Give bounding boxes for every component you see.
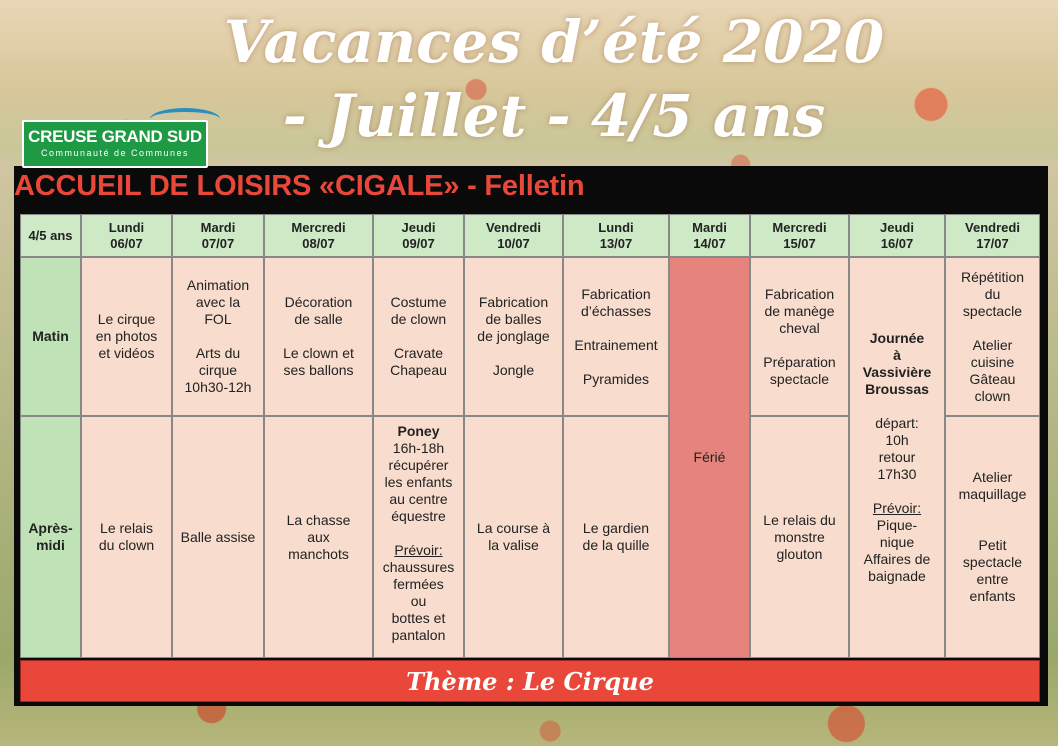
activity-cell-apres-midi xyxy=(373,416,464,658)
activity-cell-apres-midi xyxy=(264,416,373,658)
logo-subtitle: Communauté de Communes xyxy=(40,148,190,158)
day-header xyxy=(81,214,172,257)
theme-banner: Thème : Le Cirque xyxy=(20,660,1040,702)
holiday-label: Férié xyxy=(693,449,726,465)
day-header-label: Mercredi 08/07 xyxy=(291,219,346,251)
activity-cell-matin xyxy=(563,257,669,416)
activity-text: Décoration de salle Le clown et ses ballons xyxy=(283,294,354,378)
activity-text: Costume de clown Cravate Chapeau xyxy=(390,294,447,378)
activity-cell-matin xyxy=(945,257,1040,416)
activity-cell-apres-midi xyxy=(563,416,669,658)
row-label-matin xyxy=(20,257,81,416)
row-label-apres-midi xyxy=(20,416,81,658)
activity-text: Fabrication de balles de jonglage Jongle xyxy=(477,294,550,378)
row-label-text: Matin xyxy=(32,328,69,344)
day-header-label: Mercredi 15/07 xyxy=(772,219,827,251)
day-header-label: Vendredi 10/07 xyxy=(486,219,541,251)
center-headline: ACCUEIL DE LOISIRS «CIGALE» - Felletin xyxy=(14,170,585,202)
activity-text: Animation avec la FOL Arts du cirque 10h30-12h xyxy=(184,277,252,395)
activity-cell-apres-midi xyxy=(81,416,172,658)
activity-text: La chasse aux manchots xyxy=(286,511,351,562)
age-group-label: 4/5 ans xyxy=(28,227,73,243)
poney-bring-items: chaussures fermées ou bottes et pantalon xyxy=(382,559,455,643)
day-header-label: Vendredi 17/07 xyxy=(965,219,1020,251)
outing-cell xyxy=(849,257,945,658)
day-header-label: Lundi 13/07 xyxy=(598,219,634,251)
day-header-label: Lundi 06/07 xyxy=(108,219,145,251)
activity-text: Fabrication d’échasses Entrainement Pyramides xyxy=(574,285,658,387)
outing-times: départ: 10h retour 17h30 xyxy=(875,415,919,482)
age-group-header xyxy=(20,214,81,257)
activity-cell-apres-midi xyxy=(750,416,849,658)
day-header-label: Jeudi 09/07 xyxy=(401,219,436,251)
activity-cell-matin xyxy=(464,257,563,416)
activity-cell-matin xyxy=(172,257,264,416)
outing-title: Journée à Vassivière Broussas xyxy=(862,330,932,397)
poney-times: 16h-18h récupérer les enfants au centre équestre xyxy=(384,440,453,524)
activity-cell-matin xyxy=(81,257,172,416)
day-header xyxy=(172,214,264,257)
activity-cell-apres-midi xyxy=(172,416,264,658)
activity-text: Le gardien de la quille xyxy=(582,520,650,553)
activity-text: Atelier maquillage Petit spectacle entre enfants xyxy=(958,469,1027,604)
day-header xyxy=(945,214,1040,257)
activity-text: Fabrication de manège cheval Préparation spectacle xyxy=(763,285,836,387)
day-header xyxy=(464,214,563,257)
outing-bring-label: Prévoir: xyxy=(872,500,922,516)
day-header xyxy=(849,214,945,257)
activity-text: Répétition du spectacle Atelier cuisine Gâteau clown xyxy=(960,268,1025,404)
day-header xyxy=(264,214,373,257)
activity-text: Le relais du monstre glouton xyxy=(763,511,836,562)
activity-text: Balle assise xyxy=(180,528,256,545)
day-header xyxy=(563,214,669,257)
activity-cell-matin xyxy=(264,257,373,416)
activity-text: Le cirque en photos et vidéos xyxy=(95,311,158,361)
activity-cell-apres-midi xyxy=(945,416,1040,658)
outing-details xyxy=(863,330,932,585)
main-title: Vacances d’été 2020 xyxy=(223,8,885,76)
outing-bring-items: Pique- nique Affaires de baignade xyxy=(863,517,931,584)
main-subtitle: - Juillet - 4/5 ans xyxy=(282,82,826,150)
activity-text: Le relais du clown xyxy=(98,520,155,553)
day-header-label: Jeudi 16/07 xyxy=(880,219,914,251)
activity-cell-matin xyxy=(750,257,849,416)
day-header-label: Mardi 07/07 xyxy=(200,219,236,251)
day-header xyxy=(373,214,464,257)
day-header-label: Mardi 14/07 xyxy=(692,219,727,251)
day-header xyxy=(669,214,750,257)
activity-cell-matin xyxy=(373,257,464,416)
logo-name: CREUSE GRAND SUD xyxy=(28,127,202,146)
activity-text: La course à la valise xyxy=(476,520,551,553)
activity-cell-apres-midi xyxy=(464,416,563,658)
poney-bring-label: Prévoir: xyxy=(394,542,443,558)
logo xyxy=(22,120,208,168)
poney-title: Poney xyxy=(397,423,440,439)
day-header xyxy=(750,214,849,257)
row-label-text: Après- midi xyxy=(28,520,73,553)
holiday-cell xyxy=(669,257,750,658)
poney-details xyxy=(383,423,455,644)
